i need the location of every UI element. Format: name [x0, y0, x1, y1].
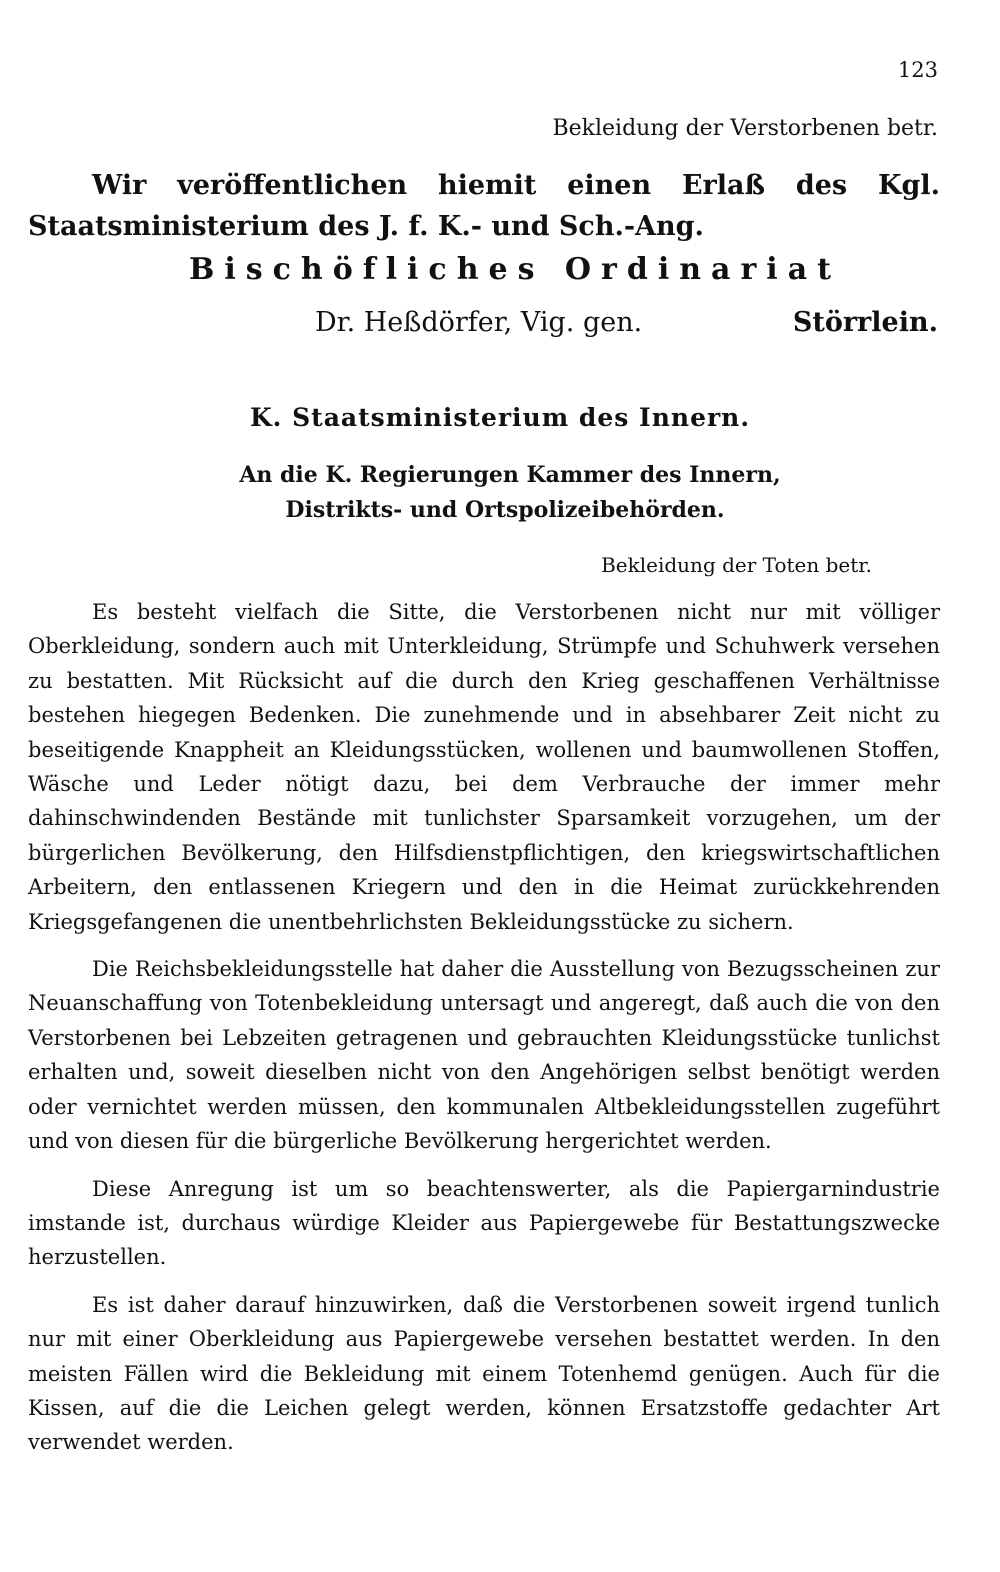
paragraph: Die Reichsbekleidungsstelle hat daher die Ausstellung von Bezugsscheinen zur Neuanschaffung von Totenbekleidung untersagt und angeregt, daß auch die von den Verstorbenen bei Lebzeiten getragenen und gebrauchten Kleidungsstücke tunlichst erhalten und, soweit dieselben nicht von den Angehörigen selbst benötigt werden oder vernichtet werden müssen, den kommunalen Altbekleidungsstellen zugeführt und von diesen für die bürgerliche Bevölkerung hergerichtet werden.	[28, 957, 940, 1154]
paragraph: Diese Anregung ist um so beachtenswerter, als die Papiergarnindustrie imstande ist, durchaus würdige Kleider aus Papiergewebe für Bestattungszwecke herzustellen.	[28, 1176, 940, 1270]
signature-secretary: Störrlein.	[792, 307, 938, 338]
announcement-text: Wir veröffentlichen hiemit einen Erlaß des Kgl. Staatsministerium des J. f. K.- und Sch.-Ang.	[28, 170, 940, 242]
subject-line-top: Bekleidung der Verstorbenen betr.	[552, 116, 938, 141]
addressee-line-2: Distrikts- und Ortspolizeibehörden.	[285, 497, 725, 523]
subject-line-decree: Bekleidung der Toten betr.	[601, 553, 872, 577]
decree-body	[28, 595, 940, 1460]
signature-vicar-general: Dr. Heßdörfer, Vig. gen.	[315, 307, 643, 338]
page-number: 123	[897, 58, 938, 82]
addressee-line-1: An die K. Regierungen Kammer des Innern,	[239, 462, 781, 488]
paragraph: Es ist daher darauf hinzuwirken, daß die Verstorbenen soweit irgend tunlich nur mit einer Oberkleidung aus Papiergewebe versehen bestattet werden. In den meisten Fällen wird die Bekleidung mit einem Totenhemd genügen. Auch für die Kissen, auf die die Leichen gelegt werden, können Ersatzstoffe gedachter Art verwendet werden.	[28, 1292, 940, 1455]
paragraph: Es besteht vielfach die Sitte, die Verstorbenen nicht nur mit völliger Oberkleidung, sondern auch mit Unterkleidung, Strümpfe und Schuhwerk versehen zu bestatten. Mit Rücksicht auf die durch den Krieg geschaffenen Verhältnisse bestehen hiegegen Bedenken. Die zunehmende und in absehbarer Zeit nicht zu beseitigende Knappheit an Kleidungsstücken, wollenen und baumwollenen Stoffen, Wäsche und Leder nötigt dazu, bei dem Verbrauche der immer mehr dahinschwindenden Bestände mit tunlichster Sparsamkeit vorzugehen, um der bürgerlichen Bevölkerung, den Hilfsdienstpflichtigen, den kriegswirtschaftlichen Arbeitern, den entlassenen Kriegern und den in die Heimat zurückkehrenden Kriegsgefangenen die unentbehrlichsten Bekleidungsstücke zu sichern.	[28, 600, 940, 934]
ministry-heading: K. Staatsministerium des Innern.	[249, 403, 751, 432]
issuer-heading: Bischöfliches Ordinariat	[189, 252, 841, 287]
